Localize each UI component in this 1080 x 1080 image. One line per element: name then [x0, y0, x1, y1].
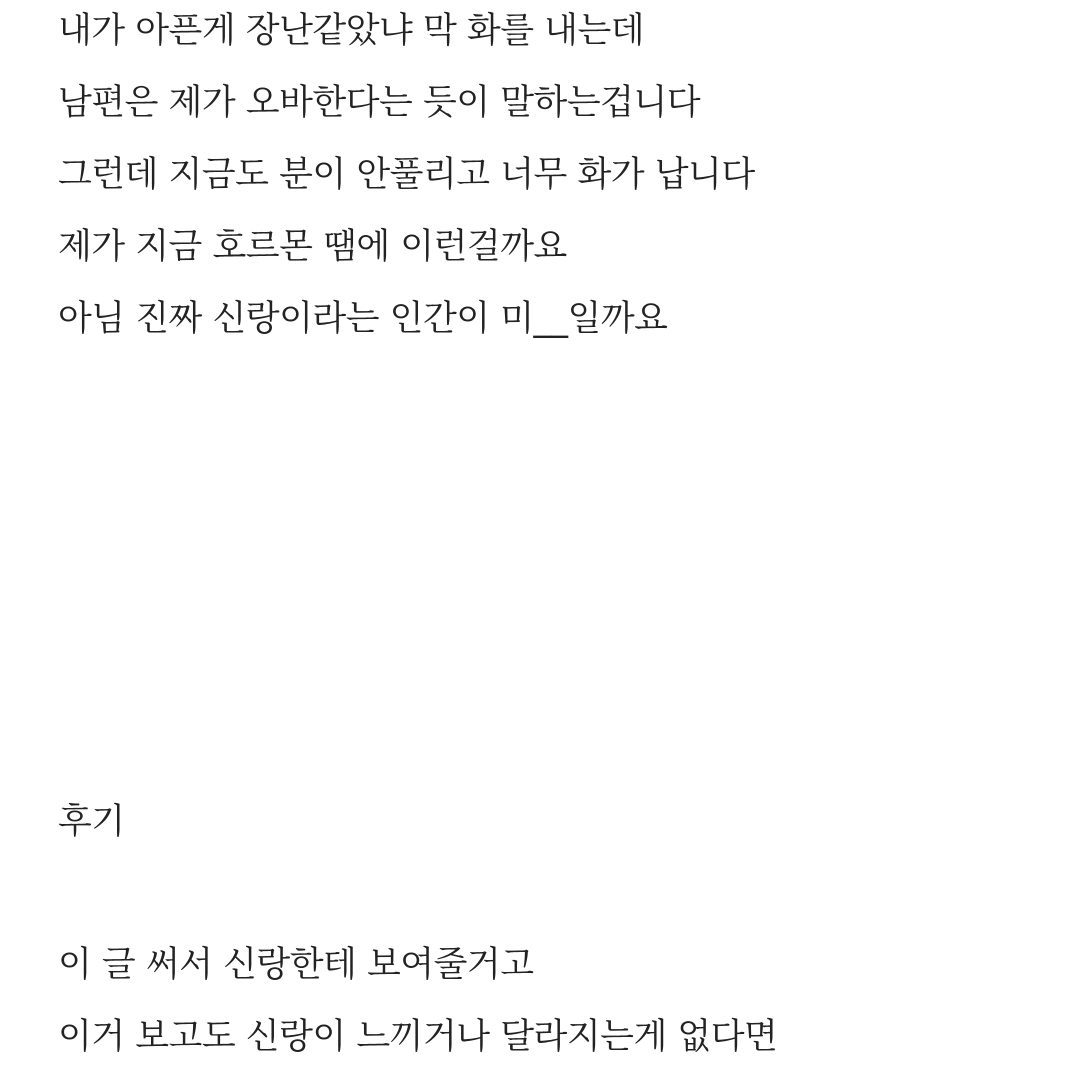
afterword-text-line: 이 글 써서 신랑한테 보여줄거고 — [58, 945, 534, 985]
afterword-text-line: 이거 보고도 신랑이 느끼거나 달라지는게 없다면 — [58, 1017, 778, 1057]
post-text-line: 제가 지금 호르몬 땜에 이런걸까요 — [58, 227, 567, 267]
post-text-line: 아님 진짜 신랑이라는 인간이 미__일까요 — [58, 299, 668, 339]
post-text-line: 남편은 제가 오바한다는 듯이 말하는겁니다 — [58, 83, 701, 123]
afterword-heading: 후기 — [58, 802, 125, 842]
post-text-line: 그런데 지금도 분이 안풀리고 너무 화가 납니다 — [58, 155, 755, 195]
post-text-line: 내가 아픈게 장난같았냐 막 화를 내는데 — [58, 11, 645, 51]
